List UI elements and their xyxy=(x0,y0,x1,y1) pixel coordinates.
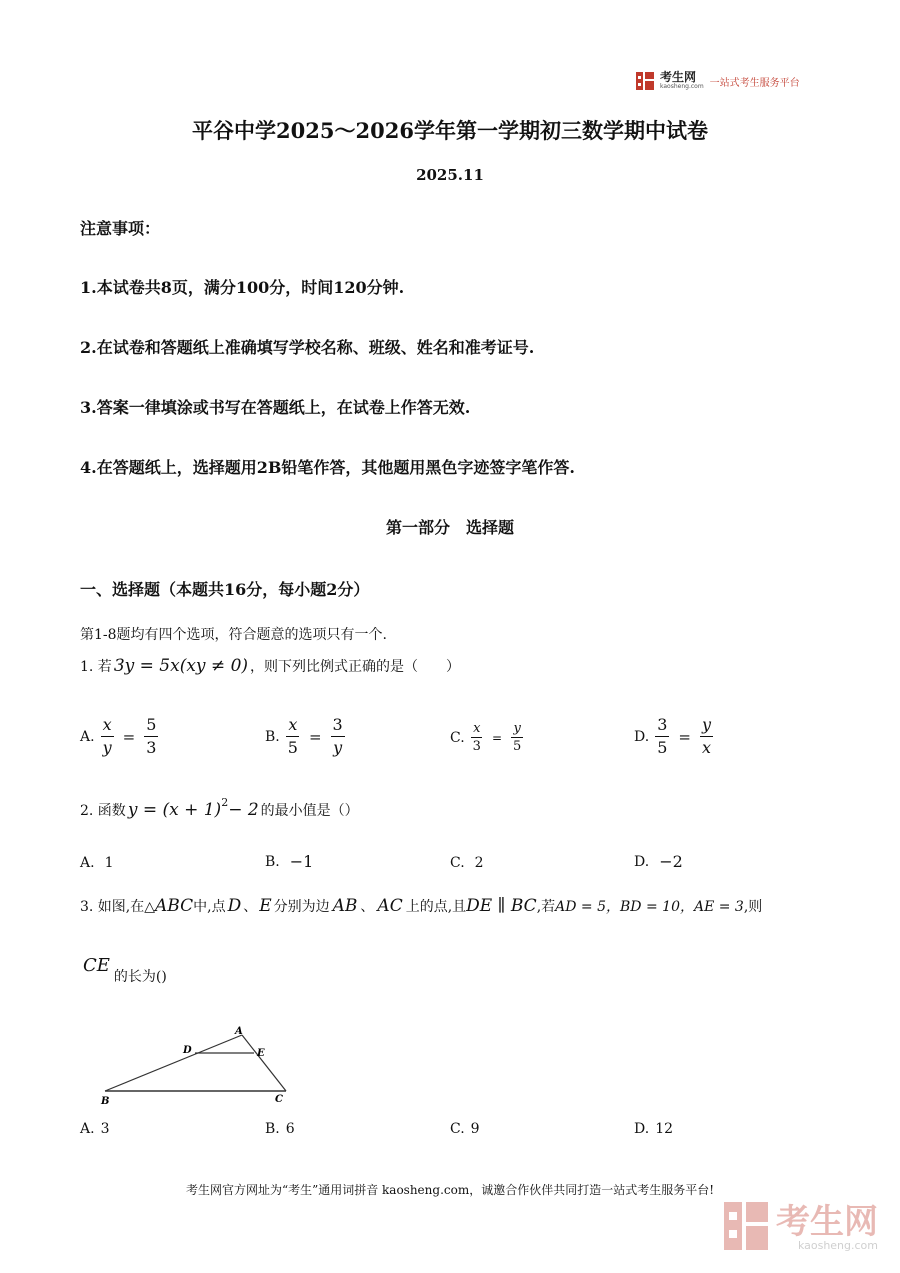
triangle-figure xyxy=(95,1020,305,1110)
option-label: D. xyxy=(634,1121,650,1137)
question-3-line2 xyxy=(83,955,167,986)
q3-text: 3. 如图,在△ xyxy=(80,899,156,915)
frac-den: 3 xyxy=(146,738,157,757)
segment-ac xyxy=(242,1035,286,1091)
option-value: 12 xyxy=(655,1121,674,1137)
option-label: B. xyxy=(265,853,280,870)
page-footer: 考生网官方网址为“考生”通用词拼音 kaosheng.com，诚邀合作伙伴共同打造一站式考生服务平台! xyxy=(185,1183,715,1197)
section-title: 第一部分 选择题 xyxy=(385,518,514,537)
q3-math: E xyxy=(259,896,272,916)
frac-num: x xyxy=(286,714,299,737)
q3-text: 中,点 xyxy=(193,899,226,915)
frac-num: 3 xyxy=(655,714,669,737)
option-label: B. xyxy=(265,728,280,745)
q2-expr-exponent: 2 xyxy=(221,796,229,809)
q2-expr-main: y = (x + 1) xyxy=(127,800,222,820)
watermark xyxy=(724,1202,878,1254)
option-value: 6 xyxy=(285,1121,295,1137)
q3-text: ,则 xyxy=(743,899,763,915)
option-value: 9 xyxy=(470,1121,480,1137)
option-label: B. xyxy=(265,1121,280,1137)
q3-text: 上的点,且 xyxy=(405,899,467,915)
logo-url: kaosheng.com xyxy=(660,83,704,90)
frac-num: x xyxy=(101,714,114,737)
q1-option-d[interactable]: D. $\frac{3}{5}$ = $\frac{y}{x}$ xyxy=(634,715,711,757)
frac-num: 3 xyxy=(331,714,345,737)
note-item: 2.在试卷和答题纸上准确填写学校名称、班级、姓名和准考证号. xyxy=(80,338,535,357)
q3-math: AD = 5，BD = 10，AE = 3 xyxy=(555,899,744,915)
label-c: C xyxy=(275,1094,283,1105)
frac-num: x xyxy=(473,721,481,736)
q3-math: AB xyxy=(332,896,358,916)
header-logo xyxy=(636,72,800,90)
note-item: 3.答案一律填涂或书写在答题纸上，在试卷上作答无效. xyxy=(80,398,471,417)
exam-date: 2025.11 xyxy=(416,166,484,184)
q3-text: 分别为边 xyxy=(273,899,330,915)
part1-intro: 第1-8题均有四个选项，符合题意的选项只有一个. xyxy=(80,627,387,643)
option-value: 2 xyxy=(474,855,484,871)
q3-math: D xyxy=(227,896,242,916)
option-label: A. xyxy=(80,855,95,871)
q1-prefix: 1. 若 xyxy=(80,659,112,675)
q3-option-a[interactable] xyxy=(80,1121,109,1137)
q3-math: AC xyxy=(377,896,403,916)
q1-expression: 3y = 5x(xy ≠ 0) xyxy=(113,656,249,676)
note-item: 4.在答题纸上，选择题用2B铅笔作答，其他题用黑色字迹签字笔作答. xyxy=(80,458,575,477)
q3-text: 的长为() xyxy=(113,969,167,985)
q3-option-b[interactable] xyxy=(265,1121,295,1137)
q3-text: ,若 xyxy=(536,899,556,915)
option-value: −2 xyxy=(659,852,683,871)
frac-den: x xyxy=(701,738,711,757)
q2-option-a[interactable] xyxy=(80,855,113,871)
logo-slogan: 一站式考生服务平台 xyxy=(709,77,800,89)
label-b: B xyxy=(101,1096,110,1107)
frac-den: 3 xyxy=(472,739,481,754)
question-1 xyxy=(80,656,460,676)
q2-expression xyxy=(127,796,259,820)
q3-text: 、 xyxy=(243,899,258,915)
question-3 xyxy=(80,896,840,916)
watermark-text: 考生网 xyxy=(776,1201,878,1242)
label-a: A xyxy=(235,1026,243,1037)
q1-option-b[interactable]: B. $\frac{x}{5}$ = $\frac{3}{y}$ xyxy=(265,715,343,757)
logo-brand: 考生网 xyxy=(660,70,697,84)
frac-num: y xyxy=(513,721,521,736)
option-label: A. xyxy=(80,1121,95,1137)
note-item: 1.本试卷共8页，满分100分，时间120分钟. xyxy=(80,278,405,297)
q3-math: CE xyxy=(83,955,110,976)
label-e: E xyxy=(257,1048,265,1059)
frac-den: 5 xyxy=(657,738,668,757)
option-label: C. xyxy=(450,1121,465,1137)
label-d: D xyxy=(183,1045,192,1056)
q3-option-d[interactable] xyxy=(634,1121,673,1137)
part1-heading: 一、选择题（本题共16分，每小题2分） xyxy=(80,580,370,599)
option-label: D. xyxy=(634,853,650,870)
kaosheng-logo-icon xyxy=(636,72,654,90)
notes-heading: 注意事项： xyxy=(80,219,161,238)
frac-den: 5 xyxy=(513,739,522,754)
q3-math: ABC xyxy=(155,896,194,916)
q2-option-d[interactable] xyxy=(634,852,683,871)
option-value: 1 xyxy=(104,855,114,871)
q2-expr-tail: − 2 xyxy=(228,800,259,820)
q2-prefix: 2. 函数 xyxy=(80,803,126,819)
frac-den: y xyxy=(102,738,112,757)
frac-den: 5 xyxy=(287,738,298,757)
option-value: 3 xyxy=(100,1121,110,1137)
segment-ba xyxy=(105,1035,242,1091)
question-2 xyxy=(80,796,359,820)
q1-option-c[interactable]: C. $\frac{x}{3}$ = $\frac{y}{5}$ xyxy=(450,721,522,754)
q2-option-c[interactable] xyxy=(450,855,484,871)
watermark-logo-icon xyxy=(724,1202,768,1254)
frac-num: y xyxy=(700,714,713,737)
q3-option-c[interactable] xyxy=(450,1121,480,1137)
option-label: D. xyxy=(634,728,650,745)
option-label: C. xyxy=(450,855,465,871)
q3-text: 、 xyxy=(360,899,375,915)
q2-suffix: 的最小值是（） xyxy=(260,803,359,819)
watermark-url: kaosheng.com xyxy=(797,1238,878,1252)
option-value: −1 xyxy=(289,852,314,871)
option-label: A. xyxy=(80,728,95,745)
q3-math: DE ∥ BC xyxy=(466,896,537,916)
q1-option-a[interactable]: A. $\frac{x}{y}$ = $\frac{5}{3}$ xyxy=(80,715,157,757)
frac-den: y xyxy=(333,738,343,757)
option-label: C. xyxy=(450,729,465,746)
q1-suffix: ，则下列比例式正确的是（ ） xyxy=(250,659,461,675)
exam-title: 平谷中学2025～2026学年第一学期初三数学期中试卷 xyxy=(192,118,708,143)
q2-option-b[interactable] xyxy=(265,852,313,871)
frac-num: 5 xyxy=(144,714,158,737)
